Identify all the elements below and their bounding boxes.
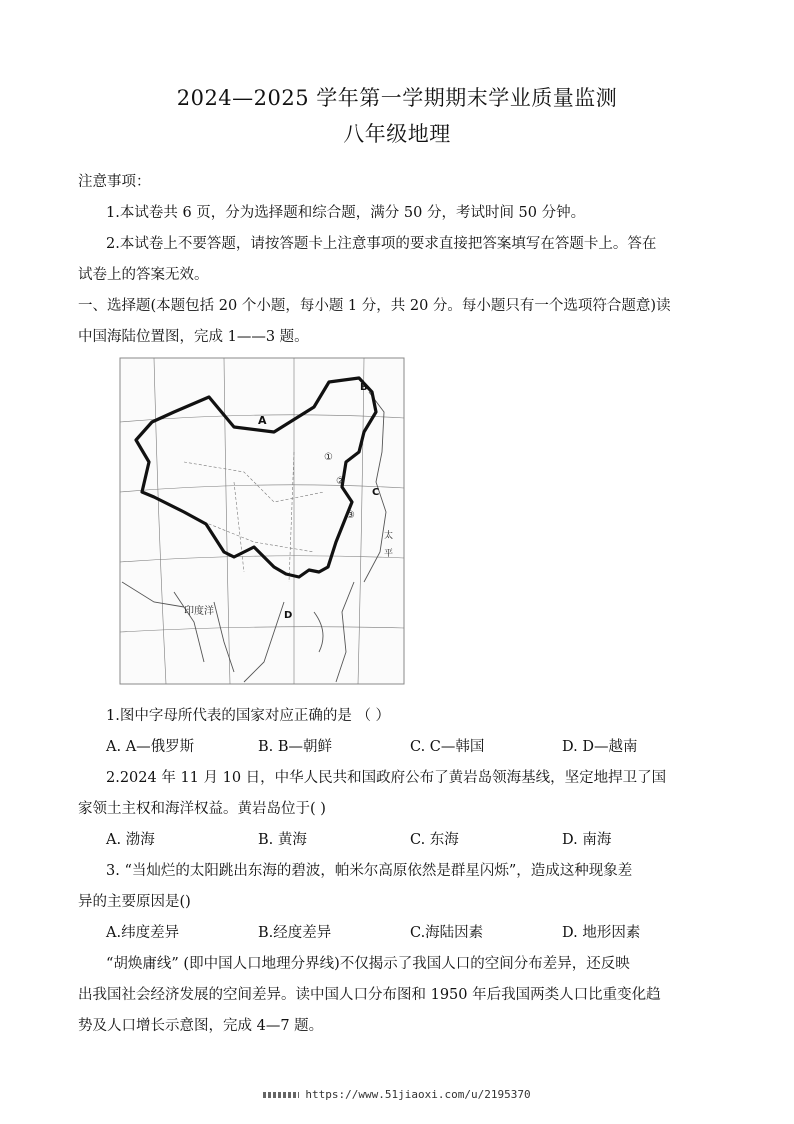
page-subtitle: 八年级地理 <box>343 122 451 146</box>
question-3-option-d: D. 地形因素 <box>562 925 641 941</box>
map-label-pacific: 太 <box>384 531 394 541</box>
question-1-option-d: D. D—越南 <box>562 739 638 755</box>
notice-heading: 注意事项： <box>78 174 151 190</box>
question-1-option-c: C. C—韩国 <box>410 739 485 755</box>
question-2-stem-line-1: 2.2024 年 11 月 10 日，中华人民共和国政府公布了黄岩岛领海基线，坚定地捍卫了国 <box>106 770 667 786</box>
question-3-option-c: C.海陆因素 <box>410 925 484 941</box>
question-2-stem-line-2: 家领土主权和海洋权益。黄岩岛位于( ) <box>78 801 326 817</box>
china-land-sea-location-map <box>114 352 410 690</box>
notice-item-2-line-2: 试卷上的答案无效。 <box>78 267 209 283</box>
map-label-a: A <box>258 414 267 427</box>
question-1-option-a: A. A—俄罗斯 <box>106 739 195 755</box>
notice-item-2-line-1: 2.本试卷上不要答题，请按答题卡上注意事项的要求直接把答案填写在答题卡上。答在 <box>106 236 657 252</box>
footer <box>0 1088 794 1101</box>
question-1-option-b: B. B—朝鲜 <box>258 739 333 755</box>
question-3-option-a: A.纬度差异 <box>106 925 180 941</box>
question-2-option-b: B. 黄海 <box>258 832 307 848</box>
section-intro-line-1: 一、选择题(本题包括 20 个小题，每小题 1 分，共 20 分。每小题只有一个选项符合题意)读 <box>78 298 671 314</box>
watermark-icon <box>263 1092 299 1098</box>
question-3-stem-line-1: 3. “当灿烂的太阳跳出东海的碧波，帕米尔高原依然是群星闪烁”，造成这种现象差 <box>106 863 633 879</box>
map-label-circle-1: ① <box>324 452 333 463</box>
passage-line-2: 出我国社会经济发展的空间差异。读中国人口分布图和 1950 年后我国两类人口比重变化趋 <box>78 987 661 1003</box>
question-2-option-d: D. 南海 <box>562 832 612 848</box>
question-3-option-b: B.经度差异 <box>258 925 332 941</box>
question-3-stem-line-2: 异的主要原因是() <box>78 894 191 910</box>
map-label-c: C <box>372 487 380 498</box>
question-1-stem: 1.图中字母所代表的国家对应正确的是 （ ） <box>106 708 391 724</box>
footer-url[interactable]: https://www.51jiaoxi.com/u/2195370 <box>305 1088 531 1101</box>
notice-item-1: 1.本试卷共 6 页，分为选择题和综合题，满分 50 分，考试时间 50 分钟。 <box>106 205 586 221</box>
question-2-option-a: A. 渤海 <box>106 832 155 848</box>
passage-line-3: 势及人口增长示意图，完成 4—7 题。 <box>78 1018 324 1034</box>
section-intro-line-2: 中国海陆位置图，完成 1——3 题。 <box>78 329 309 345</box>
map-label-ocean: 印度洋 <box>184 606 214 617</box>
passage-line-1: “胡焕庸线” (即中国人口地理分界线)不仅揭示了我国人口的空间分布差异，还反映 <box>106 956 630 972</box>
map-label-b: B <box>360 382 368 393</box>
question-2-option-c: C. 东海 <box>410 832 459 848</box>
map-label-circle-3: ③ <box>346 510 355 521</box>
map-label-pacific-2: 平 <box>384 549 394 559</box>
map-label-circle-2: ② <box>336 476 345 487</box>
page-title: 2024—2025 学年第一学期期末学业质量监测 <box>176 86 618 110</box>
map-label-d: D <box>284 610 293 621</box>
